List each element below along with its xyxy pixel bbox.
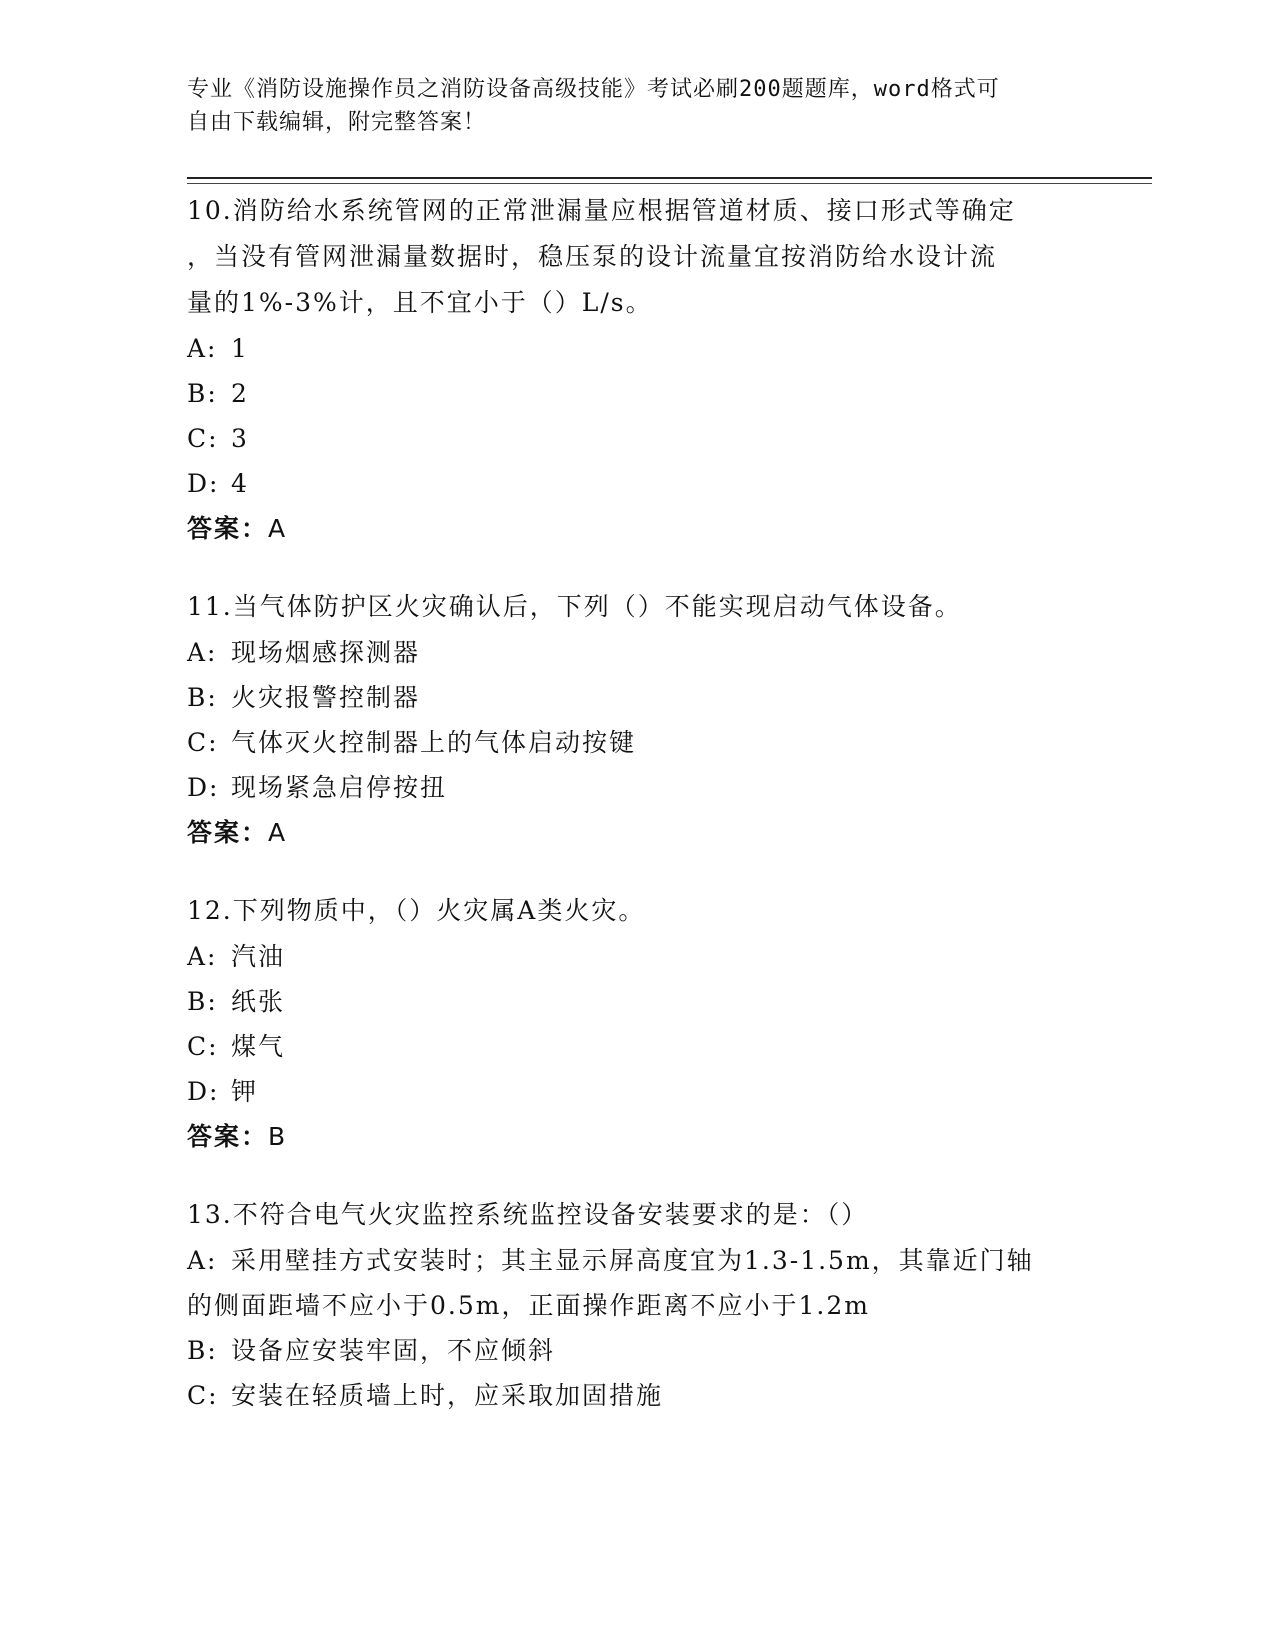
- option-text: 气体灭火控制器上的气体启动按键: [231, 728, 637, 757]
- answer-line: [187, 1114, 1107, 1159]
- answer-line: [187, 810, 1107, 855]
- question-stem-line: ，当没有管网泄漏量数据时，稳压泵的设计流量宜按消防给水设计流: [187, 242, 998, 271]
- question-stem-line: 12.下列物质中，（）火灾属A类火灾。: [187, 896, 646, 925]
- option-letter: A:: [187, 638, 218, 667]
- option-text: 纸张: [231, 987, 286, 1016]
- option-text: 2: [231, 379, 249, 408]
- header-line-1: 专业《消防设施操作员之消防设备高级技能》考试必刷200题题库，word格式可: [187, 77, 1000, 102]
- document-header: [187, 73, 1087, 139]
- question-10: [187, 188, 1107, 551]
- option-c: [187, 1373, 1107, 1418]
- option-b: [187, 1328, 1107, 1373]
- option-a: [187, 934, 1107, 979]
- option-letter: A:: [187, 1246, 218, 1275]
- option-b: [187, 979, 1107, 1024]
- option-text: 现场烟感探测器: [231, 638, 421, 667]
- question-list: [187, 188, 1107, 1451]
- answer-value: B: [268, 1122, 288, 1151]
- answer-value: A: [268, 818, 288, 847]
- option-letter: A:: [187, 334, 218, 363]
- option-text: 汽油: [231, 942, 286, 971]
- option-letter: B:: [187, 683, 218, 712]
- question-12: [187, 888, 1107, 1159]
- answer-label: 答案：: [187, 514, 269, 543]
- option-text: 现场紧急启停按扭: [231, 773, 448, 802]
- option-letter: D:: [187, 1077, 220, 1106]
- option-d: [187, 1069, 1107, 1114]
- option-text: 3: [231, 424, 249, 453]
- option-letter: B:: [187, 987, 218, 1016]
- answer-label: 答案：: [187, 1122, 269, 1151]
- question-13: [187, 1192, 1107, 1418]
- option-c: [187, 1024, 1107, 1069]
- option-letter: C:: [187, 424, 219, 453]
- option-b: [187, 675, 1107, 720]
- option-d: [187, 765, 1107, 810]
- option-letter: B:: [187, 379, 218, 408]
- option-a: [187, 630, 1107, 675]
- question-11: [187, 584, 1107, 855]
- header-divider-thick: [187, 177, 1152, 179]
- answer-label: 答案：: [187, 818, 269, 847]
- question-stem-line: 13.不符合电气火灾监控系统监控设备安装要求的是：（）: [187, 1200, 869, 1229]
- option-a: [187, 326, 1107, 371]
- option-letter: C:: [187, 728, 219, 757]
- option-text: 1: [231, 334, 249, 363]
- option-letter: B:: [187, 1336, 218, 1365]
- option-text: 火灾报警控制器: [231, 683, 421, 712]
- option-a-continued: 的侧面距墙不应小于0.5m，正面操作距离不应小于1.2m: [187, 1291, 870, 1320]
- header-divider-thin: [187, 183, 1152, 184]
- question-stem-line: 量的1%-3%计，且不宜小于（）L/s。: [187, 288, 653, 317]
- option-text: 采用壁挂方式安装时；其主显示屏高度宜为1.3-1.5m，其靠近门轴: [231, 1246, 1034, 1275]
- option-text: 安装在轻质墙上时，应采取加固措施: [231, 1381, 664, 1410]
- question-stem-line: 10.消防给水系统管网的正常泄漏量应根据管道材质、接口形式等确定: [187, 196, 1016, 225]
- option-letter: C:: [187, 1032, 219, 1061]
- option-c: [187, 720, 1107, 765]
- question-stem-line: 11.当气体防护区火灾确认后，下列（）不能实现启动气体设备。: [187, 592, 962, 621]
- option-text: 设备应安装牢固，不应倾斜: [231, 1336, 556, 1365]
- option-d: [187, 461, 1107, 506]
- option-text: 钾: [231, 1077, 259, 1106]
- answer-value: A: [268, 514, 288, 543]
- option-letter: D:: [187, 773, 220, 802]
- answer-line: [187, 506, 1107, 551]
- option-text: 煤气: [231, 1032, 286, 1061]
- option-a: [187, 1238, 1107, 1283]
- option-c: [187, 416, 1107, 461]
- option-b: [187, 371, 1107, 416]
- option-text: 4: [231, 469, 249, 498]
- header-line-2: 自由下载编辑，附完整答案！: [187, 110, 487, 135]
- option-letter: A:: [187, 942, 218, 971]
- option-letter: D:: [187, 469, 220, 498]
- option-letter: C:: [187, 1381, 219, 1410]
